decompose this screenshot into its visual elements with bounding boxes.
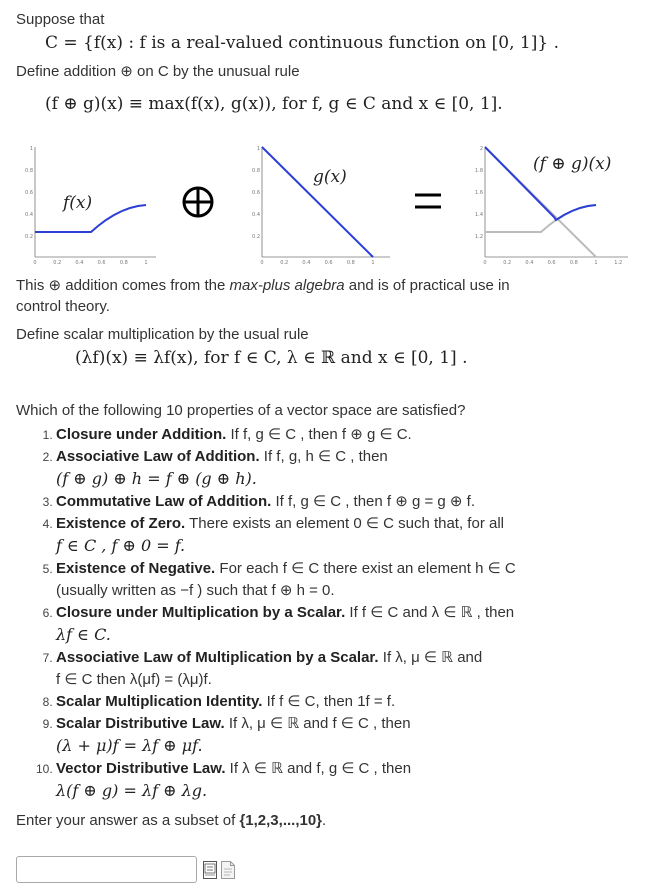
sum-xticks [483,260,622,266]
maxplus-note-line1: This ⊕ addition comes from the max-plus algebra and is of practical use in [16,277,510,294]
equals-symbol [413,190,443,212]
g-ytick-tick-3: 0.4 [252,212,260,218]
g-ytick-tick-0: 1 [256,146,260,152]
property-1: 1. Closure under Addition. If f, g ∈ C , then f ⊕ g ∈ C. [56,424,656,446]
maxplus-note-line2: control theory. [16,298,110,315]
f-xtick-tick-0: 0 [33,260,37,266]
f-ytick-tick-0: 1 [29,146,33,152]
sum-xtick-tick-4: 0.8 [569,260,578,266]
sum-ytick-tick-1: 1.8 [475,168,483,174]
sum-xtick-tick-6: 1.2 [614,260,623,266]
sum-xtick-tick-0: 0 [483,260,487,266]
g-label: g(x) [313,167,347,187]
g-xtick-tick-1: 0.2 [280,260,289,266]
addition-rule: (f ⊕ g)(x) ≡ max(f(x), g(x)), for f, g ∈ C and x ∈ [0, 1]. [45,94,503,114]
g-xticks [260,260,374,266]
property-7: 7. Associative Law of Multiplication by a Scalar. If λ, μ ∈ ℝ and f ∈ C then λ(μf) = (λμ)f. [56,647,656,691]
g-xtick-tick-2: 0.4 [302,260,311,266]
properties-list [36,424,656,803]
sum-xtick-tick-5: 1 [594,260,598,266]
f-ytick-tick-3: 0.4 [25,212,33,218]
sum-xtick-tick-1: 0.2 [503,260,512,266]
g-xtick-tick-5: 1 [371,260,375,266]
g-xtick-tick-3: 0.6 [324,260,333,266]
answer-prompt: Enter your answer as a subset of {1,2,3,...,10}. [16,812,327,829]
plot-f [25,142,158,267]
g-xtick-tick-0: 0 [260,260,264,266]
property-5: 5. Existence of Negative. For each f ∈ C there exist an element h ∈ C (usually written as −f ) such that f ⊕ h = 0. [56,558,656,602]
preview-icon[interactable] [203,861,217,879]
f-ytick-tick-4: 0.2 [25,234,33,240]
f-ytick-tick-1: 0.8 [25,168,33,174]
g-yticks [252,146,260,240]
g-ytick-tick-1: 0.8 [252,168,260,174]
sum-ytick-tick-2: 1.6 [475,190,483,196]
sum-ytick-tick-4: 1.2 [475,234,483,240]
sum-label: (f ⊕ g)(x) [533,154,612,174]
property-4: 4. Existence of Zero. There exists an element 0 ∈ C such that, for all f ∈ C , f ⊕ 0 = f. [56,513,656,558]
plot-g [252,142,395,267]
f-xtick-tick-3: 0.6 [97,260,106,266]
answer-set: {1,2,3,...,10} [239,812,323,829]
property-10: 10. Vector Distributive Law. If λ ∈ ℝ and f, g ∈ C , then λ(f ⊕ g) = λf ⊕ λg. [56,758,656,803]
property-9: 9. Scalar Distributive Law. If λ, μ ∈ ℝ and f ∈ C , then (λ + μ)f = λf ⊕ μf. [56,713,656,758]
property-2: 2. Associative Law of Addition. If f, g, h ∈ C , then (f ⊕ g) ⊕ h = f ⊕ (g ⊕ h). [56,446,656,491]
sum-xtick-tick-3: 0.6 [547,260,556,266]
oplus-symbol [180,184,216,220]
sum-ytick-tick-0: 2 [479,146,483,152]
f-xtick-tick-2: 0.4 [75,260,84,266]
question: Which of the following 10 properties of a vector space are satisfied? [16,402,466,419]
property-3: 3. Commutative Law of Addition. If f, g ∈ C , then f ⊕ g = g ⊕ f. [56,491,656,513]
property-8: 8. Scalar Multiplication Identity. If f ∈ C, then 1f = f. [56,691,656,713]
f-xtick-tick-5: 1 [144,260,148,266]
g-xtick-tick-4: 0.8 [346,260,355,266]
f-xtick-tick-4: 0.8 [119,260,128,266]
define-scalar: Define scalar multiplication by the usual rule [16,326,309,343]
set-definition: C = {f(x) : f is a real-valued continuous function on [0, 1]} . [45,33,559,53]
g-ytick-tick-2: 0.6 [252,190,260,196]
answer-input[interactable] [16,856,197,883]
maxplus-emphasis: max-plus algebra [229,277,345,294]
intro-suppose: Suppose that [16,11,105,28]
f-xtick-tick-1: 0.2 [53,260,62,266]
scalar-rule: (λf)(x) ≡ λf(x), for f ∈ C, λ ∈ ℝ and x ∈ [0, 1] . [75,348,468,368]
sum-xtick-tick-2: 0.4 [525,260,534,266]
f-ytick-tick-2: 0.6 [25,190,33,196]
plot-sum [475,142,648,267]
f-label: f(x) [63,193,93,213]
sum-ytick-tick-3: 1.4 [475,212,483,218]
f-xticks [33,260,147,266]
f-yticks [25,146,33,240]
g-curve [262,147,373,257]
sum-yticks [475,146,483,240]
help-document-icon[interactable] [221,861,235,879]
define-addition: Define addition ⊕ on C by the unusual rule [16,63,300,80]
g-ytick-tick-4: 0.2 [252,234,260,240]
property-6: 6. Closure under Multiplication by a Scalar. If f ∈ C and λ ∈ ℝ , then λf ∈ C. [56,602,656,647]
